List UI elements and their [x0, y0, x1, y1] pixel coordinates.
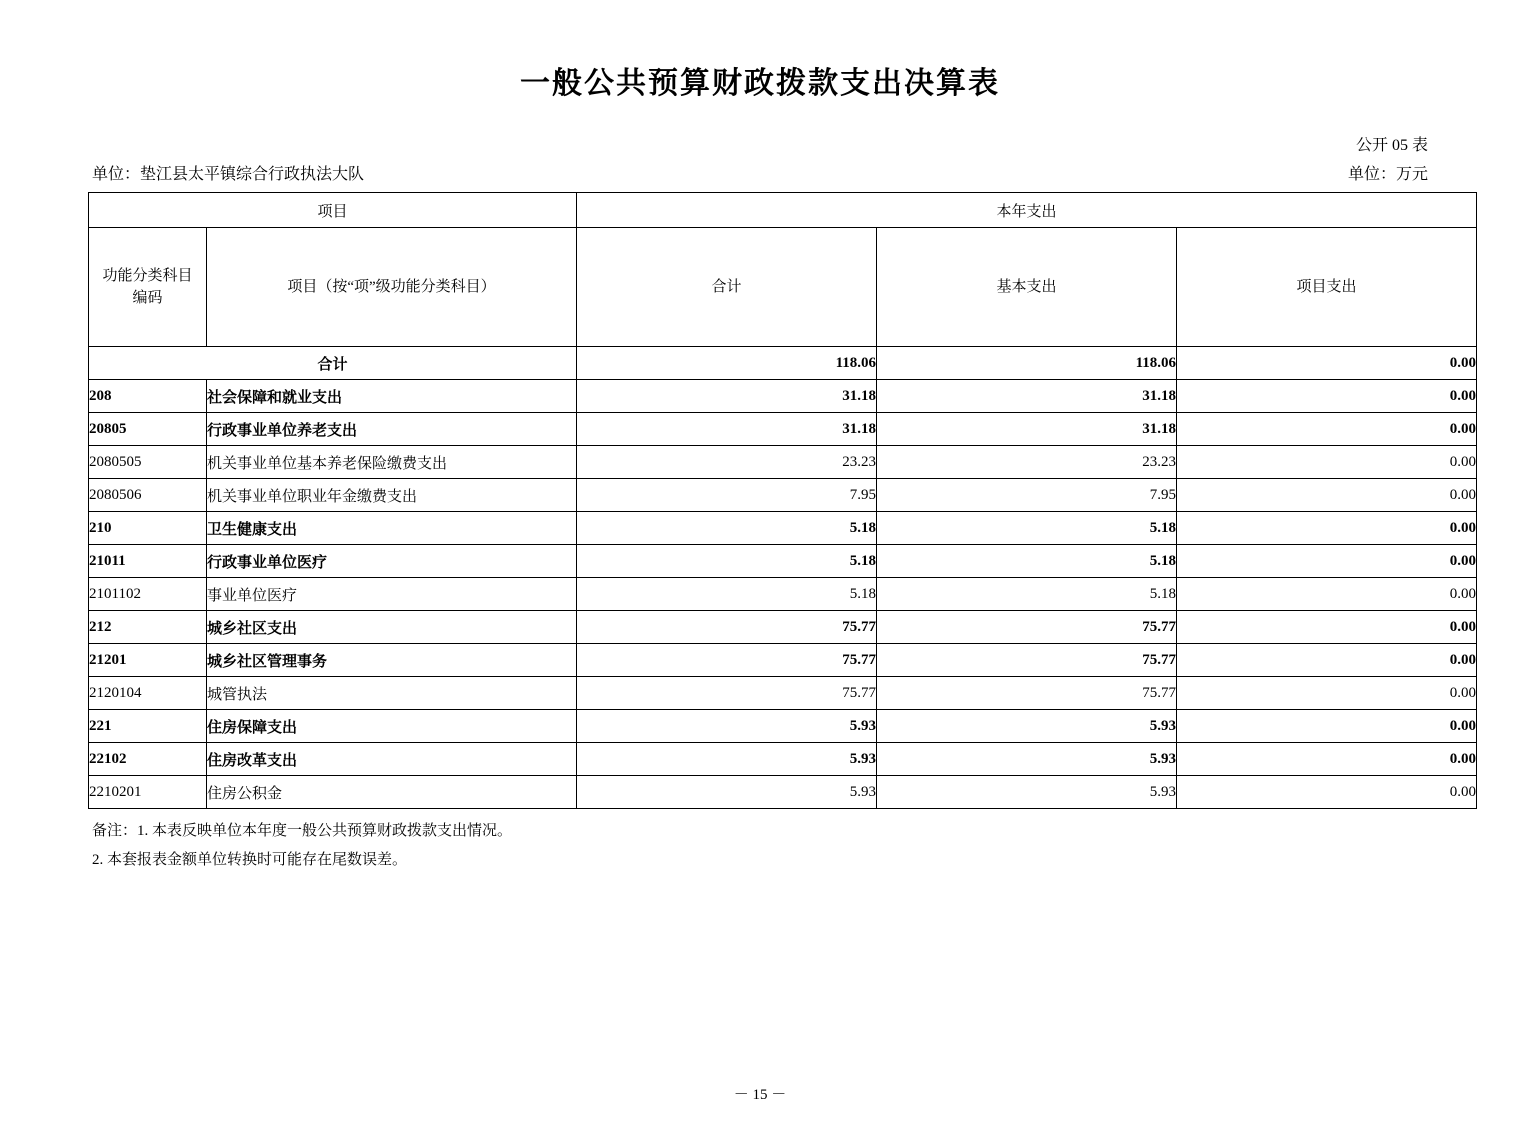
page-title: 一般公共预算财政拨款支出决算表	[520, 67, 1000, 100]
cell-code: 20805	[89, 413, 207, 446]
cell-code: 2120104	[89, 677, 207, 710]
unit-name: 单位：垫江县太平镇综合行政执法大队	[92, 166, 365, 183]
page	[0, 58, 1520, 1132]
cell-total: 5.93	[577, 710, 877, 743]
budget-expenditure-table	[88, 192, 1477, 809]
cell-name: 城乡社区管理事务	[207, 644, 577, 677]
meta-row	[88, 161, 1432, 184]
table-row	[89, 611, 1477, 644]
cell-code: 2080506	[89, 479, 207, 512]
header-col-basic: 基本支出	[877, 228, 1177, 347]
cell-basic: 5.93	[877, 710, 1177, 743]
cell-code: 210	[89, 512, 207, 545]
total-row-label: 合计	[89, 347, 577, 380]
cell-basic: 5.93	[877, 743, 1177, 776]
cell-name: 行政事业单位养老支出	[207, 413, 577, 446]
cell-project: 0.00	[1177, 380, 1477, 413]
cell-name: 住房保障支出	[207, 710, 577, 743]
note-line-2: 2. 本套报表金额单位转换时可能存在尾数误差。	[92, 851, 408, 868]
cell-code: 2210201	[89, 776, 207, 809]
table-body	[89, 380, 1477, 809]
cell-name: 机关事业单位基本养老保险缴费支出	[207, 446, 577, 479]
cell-basic: 5.93	[877, 776, 1177, 809]
cell-project: 0.00	[1177, 479, 1477, 512]
table-header-group-row	[89, 193, 1477, 228]
table-row	[89, 413, 1477, 446]
cell-name: 住房公积金	[207, 776, 577, 809]
cell-name: 机关事业单位职业年金缴费支出	[207, 479, 577, 512]
cell-total: 75.77	[577, 644, 877, 677]
cell-total: 5.18	[577, 578, 877, 611]
table-row-total	[89, 347, 1477, 380]
header-col-code-line1: 功能分类科目	[102, 267, 193, 284]
table-row	[89, 512, 1477, 545]
header-col-code	[89, 228, 207, 347]
table-row	[89, 545, 1477, 578]
cell-project: 0.00	[1177, 512, 1477, 545]
cell-basic: 5.18	[877, 512, 1177, 545]
total-row-basic: 118.06	[877, 347, 1177, 380]
cell-basic: 75.77	[877, 644, 1177, 677]
cell-basic: 7.95	[877, 479, 1177, 512]
cell-project: 0.00	[1177, 545, 1477, 578]
cell-total: 31.18	[577, 380, 877, 413]
cell-total: 5.18	[577, 545, 877, 578]
cell-basic: 23.23	[877, 446, 1177, 479]
cell-basic: 5.18	[877, 578, 1177, 611]
table-row	[89, 710, 1477, 743]
table-header-row	[89, 228, 1477, 347]
header-col-code-line2: 编码	[132, 290, 163, 306]
header-col-total: 合计	[577, 228, 877, 347]
cell-name: 事业单位医疗	[207, 578, 577, 611]
table-row	[89, 578, 1477, 611]
cell-code: 2080505	[89, 446, 207, 479]
cell-name: 卫生健康支出	[207, 512, 577, 545]
cell-project: 0.00	[1177, 743, 1477, 776]
sheet-number: 公开 05 表	[1355, 137, 1428, 154]
cell-total: 75.77	[577, 677, 877, 710]
cell-total: 7.95	[577, 479, 877, 512]
cell-project: 0.00	[1177, 776, 1477, 809]
table-row	[89, 776, 1477, 809]
header-group-item: 项目	[89, 193, 577, 228]
cell-code: 21201	[89, 644, 207, 677]
table-row	[89, 677, 1477, 710]
table-row	[89, 479, 1477, 512]
total-row-total: 118.06	[577, 347, 877, 380]
cell-basic: 31.18	[877, 413, 1177, 446]
page-number: － 15 －	[733, 1087, 787, 1103]
cell-code: 208	[89, 380, 207, 413]
cell-total: 5.18	[577, 512, 877, 545]
cell-total: 75.77	[577, 611, 877, 644]
table-row	[89, 644, 1477, 677]
amount-unit: 单位：万元	[1347, 166, 1428, 183]
cell-code: 2101102	[89, 578, 207, 611]
table-row	[89, 743, 1477, 776]
header-col-name: 项目（按“项”级功能分类科目）	[207, 228, 577, 347]
cell-total: 5.93	[577, 776, 877, 809]
cell-total: 5.93	[577, 743, 877, 776]
cell-total: 23.23	[577, 446, 877, 479]
header-group-year-expense: 本年支出	[577, 193, 1477, 228]
cell-project: 0.00	[1177, 644, 1477, 677]
header-col-project: 项目支出	[1177, 228, 1477, 347]
cell-project: 0.00	[1177, 611, 1477, 644]
cell-total: 31.18	[577, 413, 877, 446]
notes	[88, 817, 1432, 874]
cell-project: 0.00	[1177, 677, 1477, 710]
cell-name: 城乡社区支出	[207, 611, 577, 644]
note-line-1: 备注：1. 本表反映单位本年度一般公共预算财政拨款支出情况。	[92, 823, 513, 839]
table-row	[89, 380, 1477, 413]
cell-basic: 75.77	[877, 611, 1177, 644]
cell-name: 社会保障和就业支出	[207, 380, 577, 413]
cell-code: 21011	[89, 545, 207, 578]
cell-code: 221	[89, 710, 207, 743]
cell-basic: 75.77	[877, 677, 1177, 710]
cell-name: 城管执法	[207, 677, 577, 710]
cell-project: 0.00	[1177, 413, 1477, 446]
cell-name: 行政事业单位医疗	[207, 545, 577, 578]
table-row	[89, 446, 1477, 479]
cell-project: 0.00	[1177, 578, 1477, 611]
cell-name: 住房改革支出	[207, 743, 577, 776]
cell-code: 22102	[89, 743, 207, 776]
cell-code: 212	[89, 611, 207, 644]
cell-basic: 31.18	[877, 380, 1177, 413]
cell-project: 0.00	[1177, 446, 1477, 479]
cell-basic: 5.18	[877, 545, 1177, 578]
cell-project: 0.00	[1177, 710, 1477, 743]
total-row-project: 0.00	[1177, 347, 1477, 380]
